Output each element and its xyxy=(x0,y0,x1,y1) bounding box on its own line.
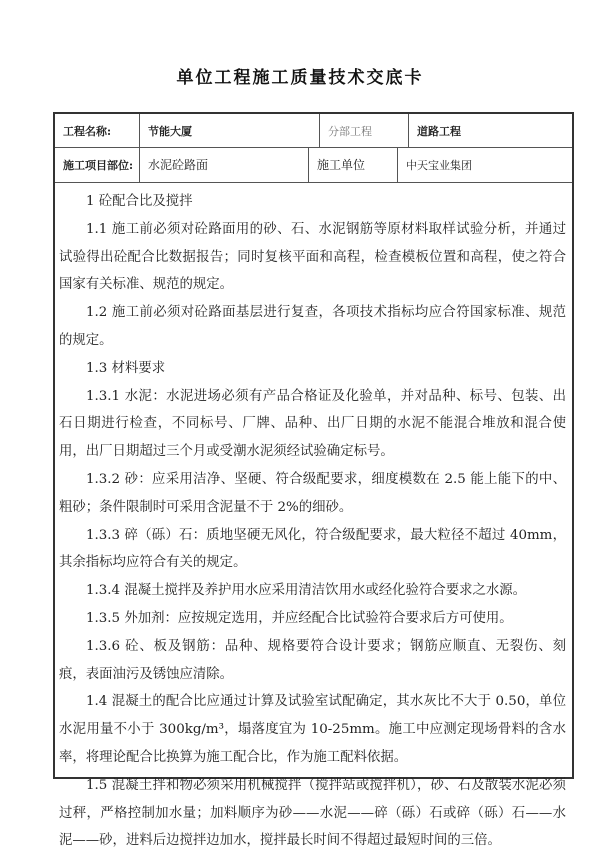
section-heading: 1.3 材料要求 xyxy=(86,360,166,376)
unit-label: 施工单位 xyxy=(309,147,398,182)
paragraph: 1.4 混凝土的配合比应通过计算及试验室试配确定，其水灰比不大于 0.50，单位水泥用量不小于 300kg/m³，塌落度宜为 10-25mm。施工中应测定现场骨料的含水率，将理论配合比换算为施工配合比，作为施工配料依据。 xyxy=(59,694,566,765)
header-row-2 xyxy=(55,147,572,183)
unit-value: 中天宝业集团 xyxy=(406,158,472,172)
paragraph: 1.2 施工前必须对砼路面基层进行复查，各项技术指标均应合符国家标准、规范的规定。 xyxy=(59,305,566,348)
part-value: 水泥砼路面 xyxy=(140,147,309,182)
header-row-1 xyxy=(55,114,572,148)
paragraph: 1.3.1 水泥：水泥进场必须有产品合格证及化验单，并对品种、标号、包装、出石日期进行检查，不同标号、厂牌、品种、出厂日期的水泥不能混合堆放和混合使用，出厂日期超过三个月或受潮水泥须经试验确定标号。 xyxy=(59,388,566,460)
paragraph: 1.5 混凝土拌和物必须采用机械搅拌（搅拌站或搅拌机），砂、石及散装水泥必须过秤，严格控制加水量；加料顺序为砂——水泥——碎（砾）石或碎（砾）石——水泥——砂，进料后边搅拌边加水，搅拌最长时间不得超过最短时间的三倍。 xyxy=(59,777,566,849)
disclosure-content xyxy=(55,182,572,855)
paragraph: 1.3.5 外加剂：应按规定选用，并应经配合比试验符合要求后方可使用。 xyxy=(86,610,513,626)
project-name-value: 节能大厦 xyxy=(140,114,320,147)
disclosure-table xyxy=(53,112,574,849)
paragraph: 1.3.3 碎（砾）石：质地坚硬无风化，符合级配要求，最大粒径不超过 40mm，其余指标均应符合有关的规定。 xyxy=(59,527,566,571)
paragraph: 1.3.6 砼、板及钢筋：品种、规格要符合设计要求；钢筋应顺直、无裂伤、刻痕，表面油污及锈蚀应清除。 xyxy=(59,638,566,682)
paragraph: 1.3.2 砂：应采用洁净、坚硬、符合级配要求，细度模数在 2.5 能上能下的中、粗砂；条件限制时可采用含泥量不于 2%的细砂。 xyxy=(59,471,566,515)
part-label: 施工项目部位: xyxy=(55,147,140,182)
sub-project-value: 道路工程 xyxy=(417,124,461,138)
paragraph: 1.3.4 混凝土搅拌及养护用水应采用清洁饮用水或经化验符合要求之水源。 xyxy=(86,583,527,599)
paragraph: 1.1 施工前必须对砼路面用的砂、石、水泥钢筋等原材料取样试验分析，并通过试验得出砼配合比数据报告；同时复核平面和高程，检查模板位置和高程，使之符合国家有关标准、规范的规定。 xyxy=(59,221,566,293)
sub-project-label: 分部工程 xyxy=(320,114,409,147)
section-heading: 1 砼配合比及搅拌 xyxy=(86,194,193,209)
document-title: 单位工程施工质量技术交底卡 xyxy=(176,68,424,88)
project-name-label: 工程名称: xyxy=(55,114,140,147)
